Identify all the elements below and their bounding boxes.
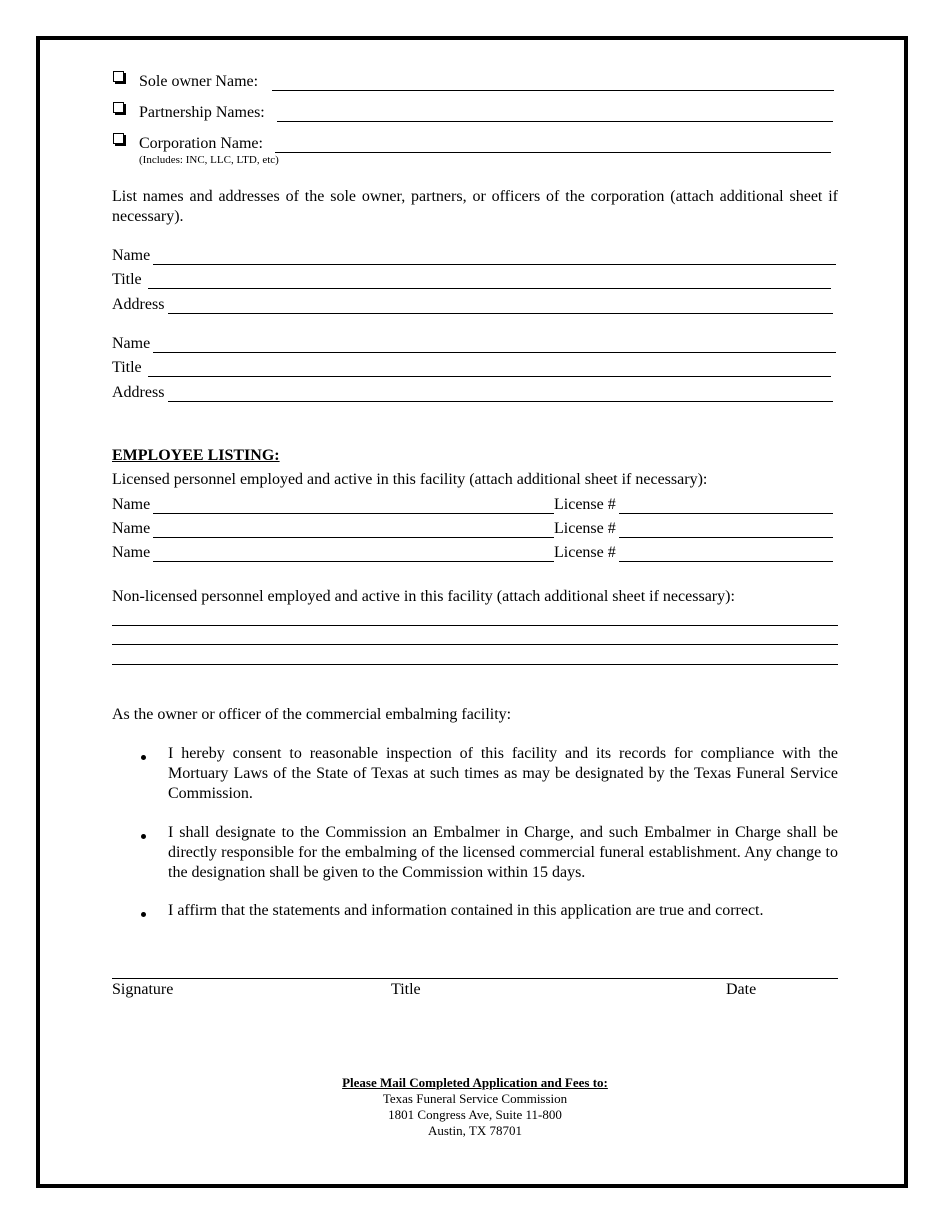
officer2-name-field[interactable] [153,352,836,353]
license-number-field-2[interactable] [619,537,833,538]
license-number-label-2: License # [554,520,616,537]
officer1-title-label: Title [112,271,142,288]
license-number-label-1: License # [554,496,616,513]
nonlicensed-field-3[interactable] [112,664,838,665]
officer2-title-field[interactable] [148,376,831,377]
officer2-address-label: Address [112,384,165,401]
signature-line[interactable] [112,978,838,979]
signature-title-label: Title [391,981,421,998]
affirmation-bullet-1: I hereby consent to reasonable inspection of this facility and its records for compliance with the Mortuary Laws of the State of Texas at such times as may be designated by the Texas Funeral Service Commission. [168,745,838,802]
officer2-title-label: Title [112,359,142,376]
signature-date-label: Date [726,981,757,998]
licensed-name-field-2[interactable] [153,537,554,538]
sole-owner-label: Sole owner Name: [139,73,259,90]
licensed-name-label-3: Name [112,544,151,561]
partnership-field[interactable] [277,121,833,122]
officer2-name-label: Name [112,335,151,352]
officer2-address-field[interactable] [168,401,833,402]
nonlicensed-field-2[interactable] [112,644,838,645]
licensed-name-label-2: Name [112,520,151,537]
partnership-label: Partnership Names: [139,104,265,121]
licensed-name-field-3[interactable] [153,561,554,562]
nonlicensed-personnel-text: Non-licensed personnel employed and active in this facility (attach additional sheet if necessary): [112,588,735,605]
licensed-name-field-1[interactable] [153,513,554,514]
signature-label: Signature [112,981,174,998]
officer1-title-field[interactable] [148,288,831,289]
bullet-3 [141,912,146,917]
bullet-1 [141,755,146,760]
officer1-address-label: Address [112,296,165,313]
affirmation-bullet-2: I shall designate to the Commission an Embalmer in Charge, and such Embalmer in Charge shall be directly responsible for the embalming of the licensed commercial funeral establishment. Any change to the designation shall be given to the Commission within 15 days. [168,824,838,881]
corporation-note: (Includes: INC, LLC, LTD, etc) [139,154,279,166]
sole-owner-checkbox[interactable] [113,71,124,82]
mailing-title: Please Mail Completed Application and Fees to: [342,1075,608,1090]
licensed-name-label-1: Name [112,496,151,513]
corporation-field[interactable] [275,152,831,153]
officers-instructions: List names and addresses of the sole owner, partners, or officers of the corporation (attach additional sheet if necessary). [112,188,838,225]
officer1-name-label: Name [112,247,151,264]
affirmation-bullet-3: I affirm that the statements and information contained in this application are true and correct. [168,902,764,919]
mailing-line-1: Texas Funeral Service Commission [382,1091,568,1106]
employee-listing-heading: EMPLOYEE LISTING: [112,447,280,464]
license-number-label-3: License # [554,544,616,561]
nonlicensed-field-1[interactable] [112,625,838,626]
bullet-2 [141,834,146,839]
license-number-field-3[interactable] [619,561,833,562]
license-number-field-1[interactable] [619,513,833,514]
sole-owner-field[interactable] [272,90,834,91]
corporation-label: Corporation Name: [139,135,263,152]
officer1-address-field[interactable] [168,313,833,314]
corporation-checkbox[interactable] [113,133,124,144]
mailing-line-2: 1801 Congress Ave, Suite 11-800 [388,1107,562,1122]
affirmation-intro: As the owner or officer of the commercial embalming facility: [112,706,512,723]
mailing-line-3: Austin, TX 78701 [427,1123,522,1138]
licensed-personnel-text: Licensed personnel employed and active in this facility (attach additional sheet if necessary): [112,471,708,488]
officer1-name-field[interactable] [153,264,836,265]
partnership-checkbox[interactable] [113,102,124,113]
